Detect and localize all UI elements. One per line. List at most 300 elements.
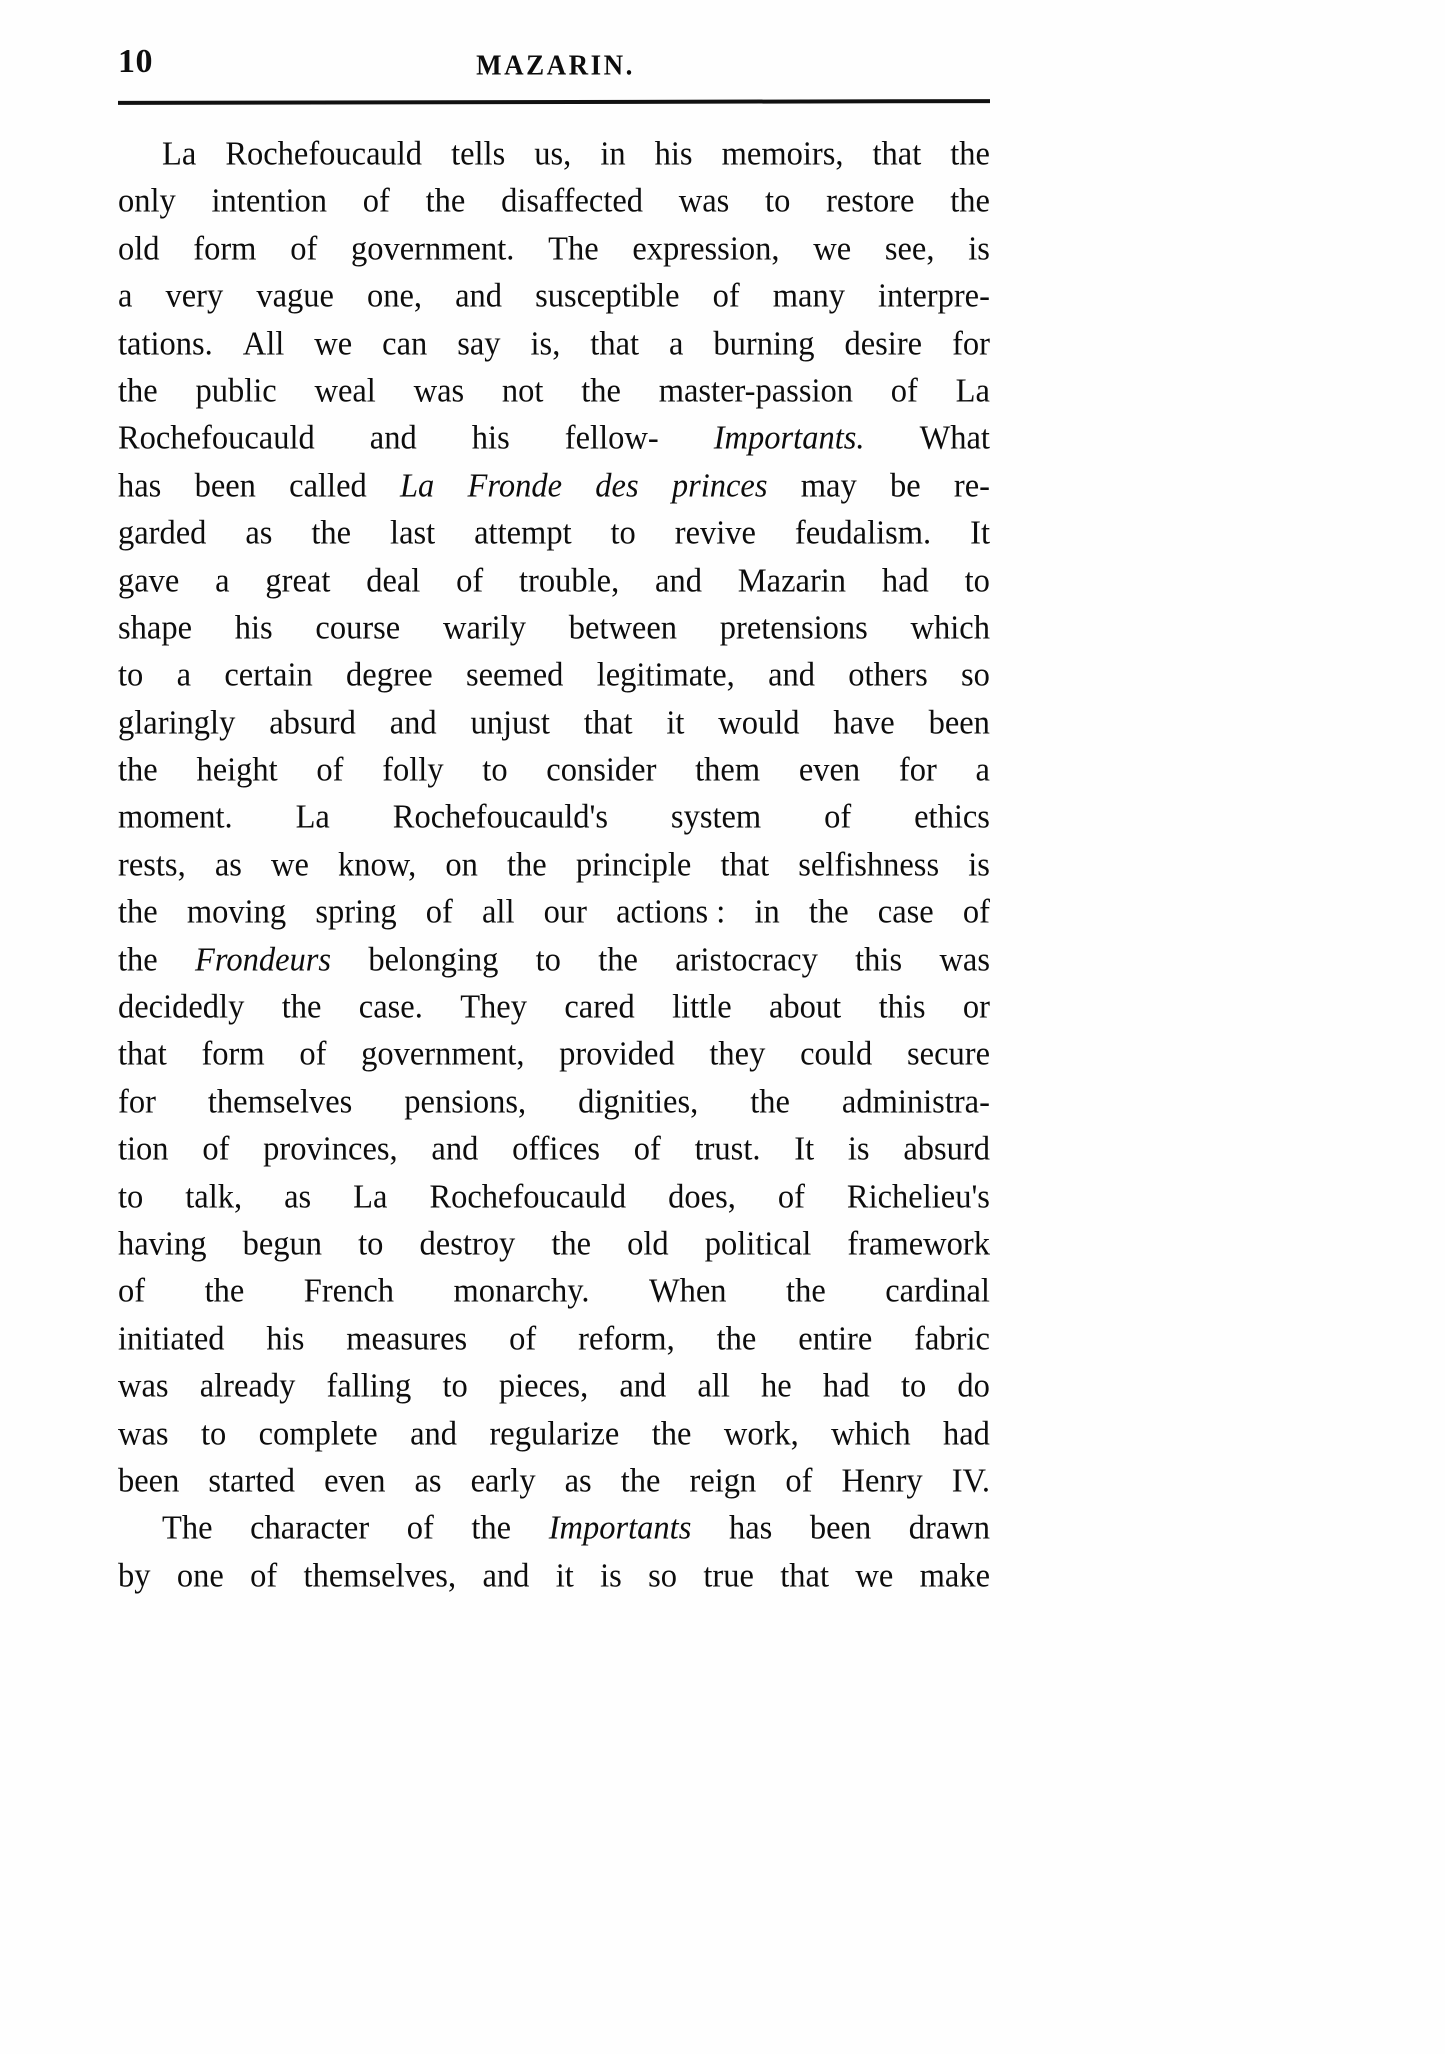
word: pieces, bbox=[498, 1367, 589, 1405]
word: La bbox=[353, 1177, 388, 1216]
word: ethics bbox=[914, 798, 990, 837]
word: and bbox=[410, 1414, 458, 1453]
word: La bbox=[295, 798, 330, 837]
word: legitimate, bbox=[596, 656, 735, 694]
word: of bbox=[824, 798, 852, 837]
word: that bbox=[590, 324, 640, 363]
word: have bbox=[833, 703, 895, 742]
word: his bbox=[234, 609, 273, 647]
word: on bbox=[445, 846, 478, 884]
word: restore bbox=[826, 182, 915, 221]
text-line bbox=[118, 699, 990, 748]
word: had bbox=[822, 1367, 870, 1405]
word: know, bbox=[338, 846, 417, 884]
word: folly bbox=[382, 751, 444, 789]
word: of bbox=[777, 1177, 805, 1216]
word: provinces, bbox=[263, 1130, 398, 1168]
word: case bbox=[877, 893, 934, 931]
word: Rochefoucauld bbox=[225, 135, 423, 173]
text-line bbox=[118, 1362, 990, 1411]
word: themselves, bbox=[303, 1556, 457, 1595]
word: is bbox=[968, 846, 990, 884]
word: the bbox=[118, 893, 158, 931]
word: only bbox=[118, 182, 176, 221]
word: seemed bbox=[465, 656, 564, 694]
word: a bbox=[215, 561, 230, 600]
word: initiated bbox=[118, 1319, 225, 1358]
word: can bbox=[382, 324, 428, 363]
word: between bbox=[568, 609, 678, 647]
text-line bbox=[118, 272, 990, 321]
header-rule bbox=[118, 99, 990, 105]
word: was bbox=[678, 182, 730, 221]
text-line bbox=[118, 936, 990, 985]
text-line bbox=[118, 888, 990, 937]
word: It bbox=[794, 1130, 815, 1168]
word: make bbox=[919, 1556, 990, 1595]
word: burning bbox=[713, 324, 815, 363]
word: form bbox=[201, 1035, 265, 1074]
text-line bbox=[118, 320, 990, 369]
word: was bbox=[413, 372, 465, 410]
word: vague bbox=[256, 277, 334, 315]
word: revive bbox=[674, 514, 756, 552]
word: spring bbox=[315, 893, 397, 931]
word: by bbox=[118, 1556, 151, 1595]
word: feudalism. bbox=[794, 514, 932, 552]
text-line bbox=[118, 414, 990, 463]
word: character bbox=[250, 1509, 370, 1547]
text-line bbox=[118, 367, 990, 416]
word: many bbox=[772, 277, 845, 315]
word: interpre- bbox=[878, 277, 990, 315]
word: the bbox=[551, 1225, 592, 1263]
word: The bbox=[548, 229, 599, 268]
word: rests, bbox=[118, 846, 186, 884]
word: has bbox=[728, 1509, 773, 1547]
word: the bbox=[118, 751, 158, 789]
word: All bbox=[242, 324, 285, 363]
word: warily bbox=[442, 609, 526, 647]
word: of bbox=[316, 751, 344, 789]
word: belonging bbox=[368, 940, 499, 979]
word: framework bbox=[847, 1225, 990, 1263]
word: trouble, bbox=[519, 561, 620, 600]
word: of bbox=[250, 1556, 278, 1595]
word: disaffected bbox=[501, 182, 644, 221]
word: that bbox=[118, 1035, 167, 1074]
word: do bbox=[957, 1367, 990, 1405]
word: to bbox=[442, 1367, 468, 1405]
text-line bbox=[118, 177, 990, 226]
word: the bbox=[311, 514, 352, 552]
word: selfishness bbox=[798, 846, 940, 884]
word: he bbox=[761, 1367, 792, 1405]
word: as bbox=[564, 1462, 592, 1500]
word: the bbox=[281, 988, 322, 1026]
word: to bbox=[118, 1177, 144, 1216]
text-line bbox=[118, 1220, 990, 1269]
word: monarchy. bbox=[453, 1272, 590, 1311]
word: of bbox=[785, 1462, 813, 1500]
word: was bbox=[939, 940, 990, 979]
text-line bbox=[118, 1552, 990, 1601]
text-line bbox=[118, 983, 990, 1032]
word: as bbox=[414, 1462, 442, 1500]
word: old bbox=[118, 229, 160, 268]
word: true bbox=[703, 1556, 754, 1595]
word: and bbox=[619, 1367, 667, 1405]
word: that bbox=[872, 135, 922, 173]
text-line bbox=[118, 1457, 990, 1506]
word: all bbox=[697, 1367, 730, 1405]
word: and bbox=[389, 703, 437, 742]
text-line bbox=[118, 1504, 990, 1553]
italic-word: princes bbox=[671, 466, 768, 505]
word: it bbox=[666, 703, 685, 742]
text-line bbox=[118, 1267, 990, 1316]
word: re- bbox=[953, 466, 990, 505]
word: the bbox=[118, 940, 158, 979]
word: one bbox=[176, 1556, 224, 1595]
word: political bbox=[704, 1225, 812, 1263]
word: about bbox=[769, 988, 842, 1026]
word: the bbox=[786, 1272, 826, 1311]
word: secure bbox=[907, 1035, 990, 1074]
word: fellow- bbox=[564, 419, 659, 457]
text-line bbox=[118, 604, 990, 653]
text-line bbox=[118, 793, 990, 842]
word: even bbox=[324, 1462, 386, 1500]
word: was bbox=[118, 1414, 169, 1453]
word: of bbox=[509, 1319, 537, 1358]
word: reign bbox=[689, 1462, 757, 1500]
word: moving bbox=[186, 893, 287, 931]
word: provided bbox=[559, 1035, 675, 1074]
word: decidedly bbox=[118, 988, 245, 1026]
word: as bbox=[214, 846, 242, 884]
word: the bbox=[808, 893, 849, 931]
word: to bbox=[900, 1367, 927, 1405]
word: government, bbox=[361, 1035, 525, 1074]
word: shape bbox=[118, 609, 192, 647]
word: tations. bbox=[118, 324, 213, 363]
word: absurd bbox=[269, 703, 356, 742]
word: of bbox=[202, 1130, 230, 1168]
word: would bbox=[718, 703, 800, 742]
word: his bbox=[654, 135, 693, 173]
word: it bbox=[555, 1556, 574, 1595]
word: to bbox=[964, 561, 990, 600]
text-line bbox=[118, 746, 990, 795]
word: offices bbox=[512, 1130, 600, 1168]
word: and bbox=[455, 277, 503, 315]
word: aristocracy bbox=[675, 940, 818, 979]
word: The bbox=[162, 1509, 213, 1547]
word: we bbox=[813, 229, 852, 268]
text-line bbox=[118, 130, 990, 179]
word: system bbox=[670, 798, 762, 837]
text-line bbox=[118, 1125, 990, 1174]
italic-word: La bbox=[399, 466, 435, 505]
word: of bbox=[633, 1130, 661, 1168]
italic-word: Importants bbox=[548, 1509, 692, 1547]
word: Mazarin bbox=[737, 561, 847, 600]
word: the bbox=[471, 1509, 512, 1547]
word: It bbox=[970, 514, 990, 552]
word: master-passion bbox=[658, 372, 854, 410]
italic-word: Fronde bbox=[467, 466, 563, 505]
word: the bbox=[750, 1083, 790, 1121]
word: could bbox=[800, 1035, 873, 1074]
word: a bbox=[176, 656, 192, 694]
word: height bbox=[196, 751, 278, 789]
word: a bbox=[118, 277, 133, 315]
word: French bbox=[303, 1272, 395, 1311]
word: a bbox=[669, 324, 684, 363]
word: the bbox=[506, 846, 547, 884]
word: we bbox=[855, 1556, 894, 1595]
word: so bbox=[648, 1556, 678, 1595]
word: as bbox=[245, 514, 273, 552]
word: weal bbox=[314, 372, 376, 410]
word: the bbox=[118, 372, 158, 410]
word: form bbox=[193, 229, 257, 268]
word: which bbox=[831, 1414, 911, 1453]
text-line bbox=[118, 1078, 990, 1127]
word: does, bbox=[668, 1177, 736, 1216]
word: all bbox=[481, 893, 515, 931]
word: principle bbox=[575, 846, 692, 884]
word: glaringly bbox=[118, 703, 236, 742]
word: having bbox=[118, 1225, 207, 1263]
word: degree bbox=[346, 656, 433, 694]
running-title: MAZARIN. bbox=[476, 49, 635, 81]
word: had bbox=[881, 561, 929, 600]
word: to bbox=[535, 940, 561, 979]
word: for bbox=[952, 324, 990, 363]
word: his bbox=[471, 419, 510, 457]
word: begun bbox=[242, 1225, 323, 1263]
word: susceptible bbox=[535, 277, 680, 315]
word: they bbox=[709, 1035, 766, 1074]
text-line bbox=[118, 651, 990, 700]
word: the bbox=[204, 1272, 245, 1311]
word: to bbox=[358, 1225, 384, 1263]
word: actions : bbox=[616, 893, 726, 931]
word: case. bbox=[358, 988, 423, 1026]
text-line bbox=[118, 225, 990, 274]
word: of bbox=[299, 1035, 327, 1074]
word: for bbox=[898, 751, 937, 789]
word: of bbox=[425, 893, 453, 931]
word: course bbox=[315, 609, 401, 647]
word: Henry bbox=[841, 1462, 923, 1500]
word: is bbox=[968, 229, 990, 268]
word: unjust bbox=[470, 703, 550, 742]
word: to bbox=[482, 751, 508, 789]
word: Rochefoucauld bbox=[429, 1177, 627, 1216]
word: of bbox=[406, 1509, 434, 1547]
word: to bbox=[118, 656, 144, 694]
italic-word: des bbox=[595, 466, 639, 505]
word: the bbox=[425, 182, 466, 221]
word: see, bbox=[884, 229, 935, 268]
word: to bbox=[200, 1414, 227, 1453]
word: already bbox=[199, 1367, 296, 1405]
word: of bbox=[290, 229, 318, 268]
word: them bbox=[695, 751, 761, 789]
word: gave bbox=[118, 561, 180, 600]
word: the bbox=[950, 135, 990, 173]
word: last bbox=[390, 514, 436, 552]
word: of bbox=[890, 372, 918, 410]
word: of bbox=[118, 1272, 146, 1311]
word: memoirs, bbox=[721, 135, 844, 173]
word: When bbox=[648, 1272, 727, 1311]
word: the bbox=[620, 1462, 661, 1500]
word: work, bbox=[723, 1414, 799, 1453]
word: has bbox=[118, 466, 162, 505]
word: his bbox=[266, 1319, 305, 1358]
text-line bbox=[118, 1410, 990, 1459]
word: our bbox=[543, 893, 587, 931]
word: deal bbox=[366, 561, 421, 600]
word: may bbox=[800, 466, 857, 505]
word: the bbox=[581, 372, 621, 410]
word: been bbox=[809, 1509, 872, 1547]
word: been bbox=[928, 703, 990, 742]
word: not bbox=[501, 372, 544, 410]
word: Richelieu's bbox=[846, 1177, 990, 1216]
text-line bbox=[118, 557, 990, 606]
word: say bbox=[457, 324, 501, 363]
word: been bbox=[118, 1462, 180, 1500]
word: that bbox=[583, 703, 633, 742]
word: be bbox=[889, 466, 921, 505]
word: is bbox=[847, 1130, 870, 1168]
word: cardinal bbox=[885, 1272, 990, 1311]
word: themselves bbox=[207, 1083, 353, 1121]
word: us, bbox=[534, 135, 572, 173]
word: great bbox=[265, 561, 331, 600]
word: certain bbox=[224, 656, 313, 694]
word: and bbox=[431, 1130, 479, 1168]
word: of bbox=[456, 561, 484, 600]
word: and bbox=[369, 419, 417, 457]
word: complete bbox=[258, 1414, 378, 1453]
word: little bbox=[672, 988, 732, 1026]
word: IV. bbox=[951, 1462, 990, 1500]
word: pensions, bbox=[404, 1083, 527, 1121]
word: a bbox=[975, 751, 990, 789]
word: falling bbox=[326, 1367, 412, 1405]
word: in bbox=[600, 135, 626, 173]
word: La bbox=[162, 135, 197, 173]
word: La bbox=[955, 372, 990, 410]
word: been bbox=[194, 466, 256, 505]
word: in bbox=[754, 893, 780, 931]
word: and bbox=[655, 561, 702, 600]
word: fabric bbox=[914, 1319, 990, 1358]
word: old bbox=[627, 1225, 669, 1263]
word: to bbox=[765, 182, 791, 221]
word: dignities, bbox=[578, 1083, 699, 1121]
word: that bbox=[780, 1556, 830, 1595]
word: had bbox=[943, 1414, 990, 1453]
italic-word: Frondeurs bbox=[195, 940, 332, 979]
word: this bbox=[855, 940, 903, 979]
word: is bbox=[600, 1556, 622, 1595]
word: entire bbox=[798, 1319, 873, 1358]
text-line bbox=[118, 462, 990, 511]
word: desire bbox=[844, 324, 923, 363]
word: to bbox=[610, 514, 636, 552]
word: so bbox=[961, 656, 990, 694]
word: moment. bbox=[118, 798, 233, 837]
word: cared bbox=[564, 988, 635, 1026]
word: or bbox=[962, 988, 990, 1026]
word: the bbox=[950, 182, 990, 221]
text-line bbox=[118, 1315, 990, 1364]
running-head bbox=[118, 40, 993, 88]
word: garded bbox=[118, 514, 207, 552]
body-text bbox=[118, 130, 990, 1599]
word: reform, bbox=[578, 1319, 675, 1358]
word: attempt bbox=[474, 514, 572, 552]
word: absurd bbox=[903, 1130, 990, 1168]
text-line bbox=[118, 509, 990, 558]
word: and bbox=[482, 1556, 530, 1595]
word: drawn bbox=[908, 1509, 990, 1547]
word: even bbox=[798, 751, 861, 789]
word: public bbox=[195, 372, 277, 410]
word: this bbox=[878, 988, 926, 1026]
word: the bbox=[651, 1414, 692, 1453]
word: tells bbox=[451, 135, 506, 173]
word: pretensions bbox=[719, 609, 868, 647]
word: What bbox=[919, 419, 990, 457]
word: trust. bbox=[694, 1130, 761, 1168]
word: as bbox=[284, 1177, 312, 1216]
word: regularize bbox=[489, 1414, 620, 1453]
word: the bbox=[598, 940, 638, 979]
word: called bbox=[289, 466, 367, 505]
italic-word: Importants. bbox=[713, 419, 865, 457]
page-number: 10 bbox=[118, 43, 153, 80]
word: the bbox=[716, 1319, 757, 1358]
word: one, bbox=[366, 277, 423, 315]
word: that bbox=[720, 846, 770, 884]
word: early bbox=[470, 1462, 536, 1500]
word: we bbox=[314, 324, 353, 363]
word: destroy bbox=[419, 1225, 516, 1263]
text-line bbox=[118, 841, 990, 890]
word: They bbox=[460, 988, 527, 1026]
word: intention bbox=[211, 182, 328, 221]
word: talk, bbox=[185, 1177, 243, 1216]
word: of bbox=[362, 182, 390, 221]
word: Rochefoucauld bbox=[118, 419, 315, 457]
word: expression, bbox=[632, 229, 780, 268]
word: measures bbox=[346, 1319, 468, 1358]
word: was bbox=[118, 1367, 169, 1405]
word: government. bbox=[351, 229, 515, 268]
word: started bbox=[208, 1462, 296, 1500]
word: very bbox=[165, 277, 224, 315]
word: and bbox=[768, 656, 815, 694]
word: which bbox=[910, 609, 990, 647]
